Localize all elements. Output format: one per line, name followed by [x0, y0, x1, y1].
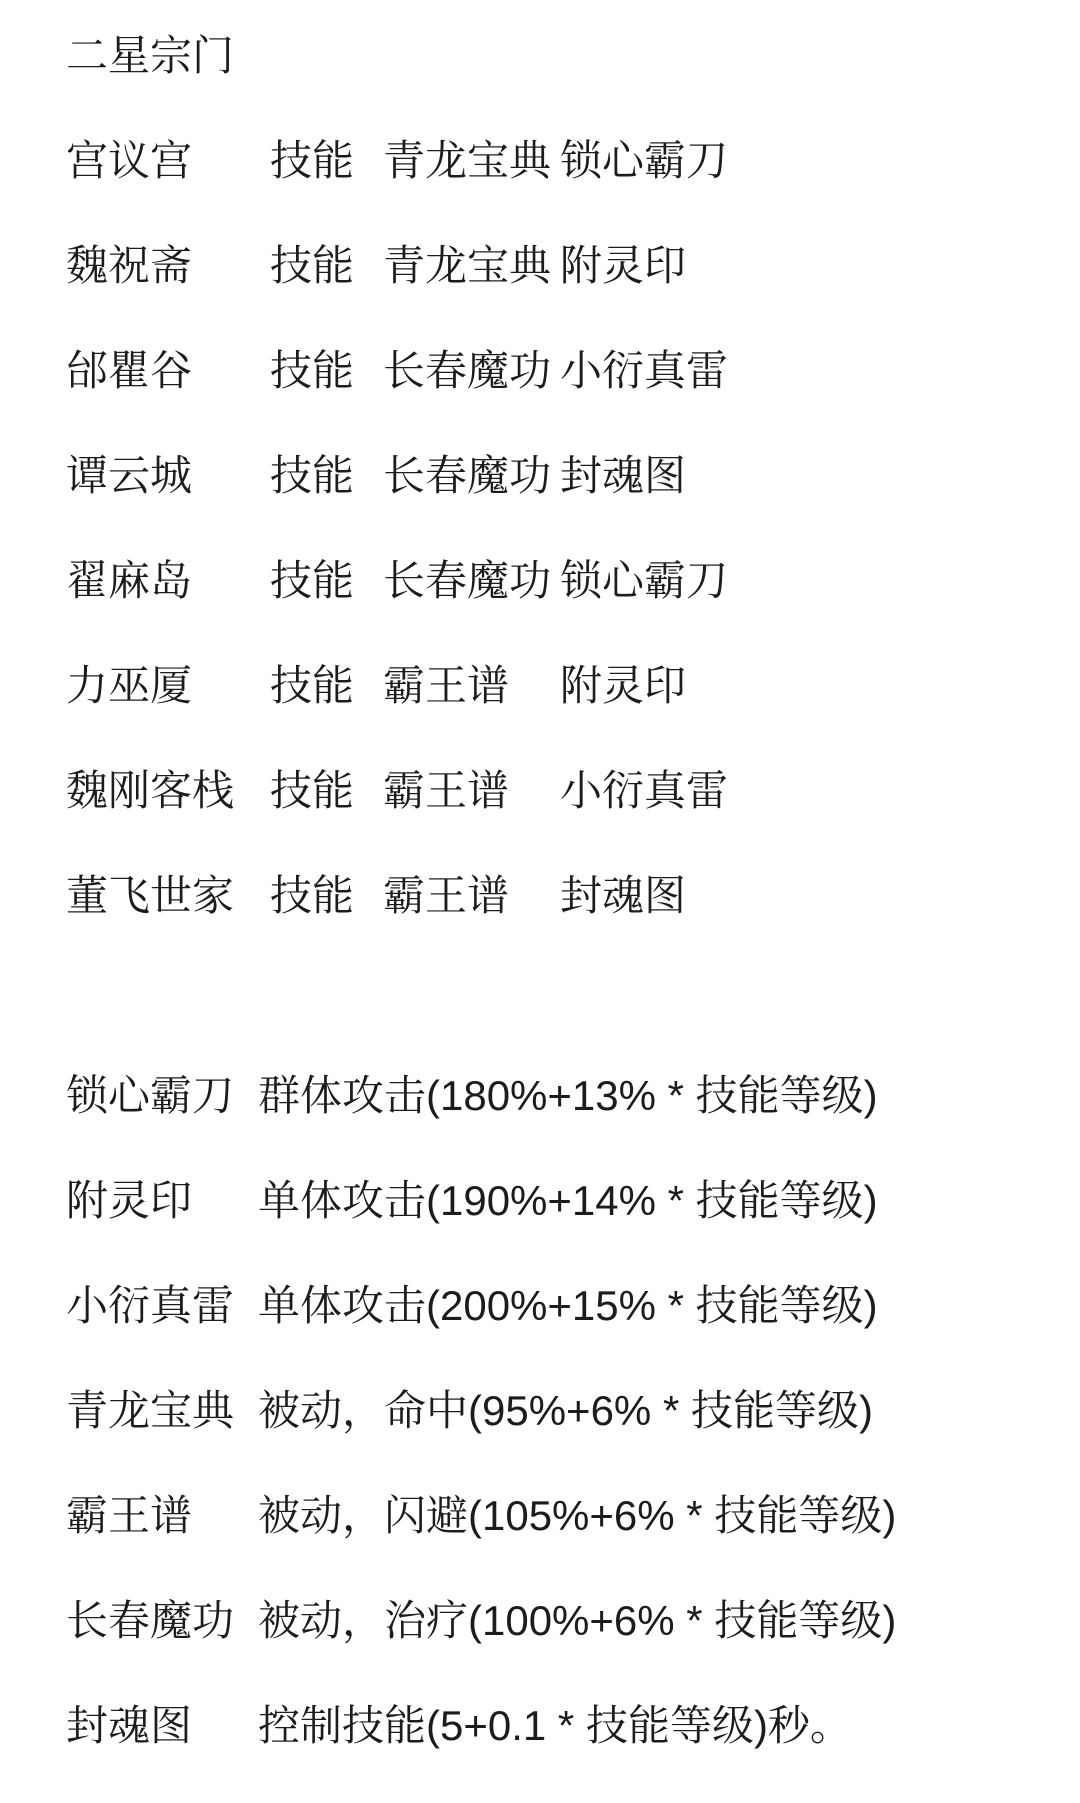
sect-skill-1: 霸王谱 — [383, 661, 510, 709]
sect-name: 谭云城 — [66, 451, 193, 499]
skill-row — [0, 1040, 1080, 1145]
skill-name: 锁心霸刀 — [66, 1071, 235, 1119]
sect-name: 翟麻岛 — [66, 556, 193, 604]
sect-skill-label: 技能 — [270, 451, 355, 499]
skill-list — [0, 1040, 1080, 1775]
sect-skill-2: 锁心霸刀 — [560, 556, 729, 604]
sect-name: 魏祝斋 — [66, 241, 193, 289]
sect-skill-1: 青龙宝典 — [383, 136, 552, 184]
skill-description: 控制技能(5+0.1 * 技能等级)秒。 — [258, 1701, 852, 1749]
skill-row — [0, 1250, 1080, 1355]
title-row — [0, 0, 1080, 105]
sect-row — [0, 525, 1080, 630]
skill-row — [0, 1565, 1080, 1670]
sect-skill-label: 技能 — [270, 766, 355, 814]
sect-name: 力巫厦 — [66, 661, 193, 709]
section-gap — [0, 945, 1080, 1040]
sect-skill-label: 技能 — [270, 556, 355, 604]
sect-row — [0, 210, 1080, 315]
sect-skill-1: 霸王谱 — [383, 766, 510, 814]
sect-row — [0, 630, 1080, 735]
sect-row — [0, 315, 1080, 420]
sect-skill-label: 技能 — [270, 241, 355, 289]
skill-description: 单体攻击(200%+15% * 技能等级) — [258, 1281, 878, 1329]
sect-list — [0, 105, 1080, 945]
sect-skill-label: 技能 — [270, 136, 355, 184]
sect-row — [0, 735, 1080, 840]
sect-row — [0, 840, 1080, 945]
skill-name: 封魂图 — [66, 1701, 193, 1749]
skill-name: 小衍真雷 — [66, 1281, 235, 1329]
sect-skill-2: 附灵印 — [560, 241, 687, 289]
page-title: 二星宗门 — [66, 31, 235, 79]
skill-description: 被动，命中(95%+6% * 技能等级) — [258, 1386, 873, 1434]
sect-skill-2: 小衍真雷 — [560, 766, 729, 814]
sect-skill-2: 封魂图 — [560, 871, 687, 919]
skill-description: 被动，闪避(105%+6% * 技能等级) — [258, 1491, 897, 1539]
sect-skill-1: 青龙宝典 — [383, 241, 552, 289]
sect-skill-label: 技能 — [270, 661, 355, 709]
sect-skill-2: 附灵印 — [560, 661, 687, 709]
skill-name: 霸王谱 — [66, 1491, 193, 1539]
sect-skill-1: 长春魔功 — [383, 346, 552, 394]
skill-row — [0, 1460, 1080, 1565]
sect-name: 邰瞿谷 — [66, 346, 193, 394]
sect-skill-label: 技能 — [270, 346, 355, 394]
sect-skill-2: 锁心霸刀 — [560, 136, 729, 184]
skill-row — [0, 1670, 1080, 1775]
skill-name: 长春魔功 — [66, 1596, 235, 1644]
sect-row — [0, 420, 1080, 525]
sect-skill-2: 小衍真雷 — [560, 346, 729, 394]
sect-skill-1: 长春魔功 — [383, 556, 552, 604]
skill-description: 群体攻击(180%+13% * 技能等级) — [258, 1071, 878, 1119]
sect-skill-1: 长春魔功 — [383, 451, 552, 499]
sect-name: 宫议宫 — [66, 136, 193, 184]
sect-skill-1: 霸王谱 — [383, 871, 510, 919]
skill-description: 单体攻击(190%+14% * 技能等级) — [258, 1176, 878, 1224]
skill-name: 青龙宝典 — [66, 1386, 235, 1434]
skill-row — [0, 1145, 1080, 1250]
sect-skill-2: 封魂图 — [560, 451, 687, 499]
skill-description: 被动，治疗(100%+6% * 技能等级) — [258, 1596, 897, 1644]
sect-skill-label: 技能 — [270, 871, 355, 919]
sect-name: 董飞世家 — [66, 871, 235, 919]
sect-row — [0, 105, 1080, 210]
sect-name: 魏刚客栈 — [66, 766, 235, 814]
skill-name: 附灵印 — [66, 1176, 193, 1224]
skill-row — [0, 1355, 1080, 1460]
